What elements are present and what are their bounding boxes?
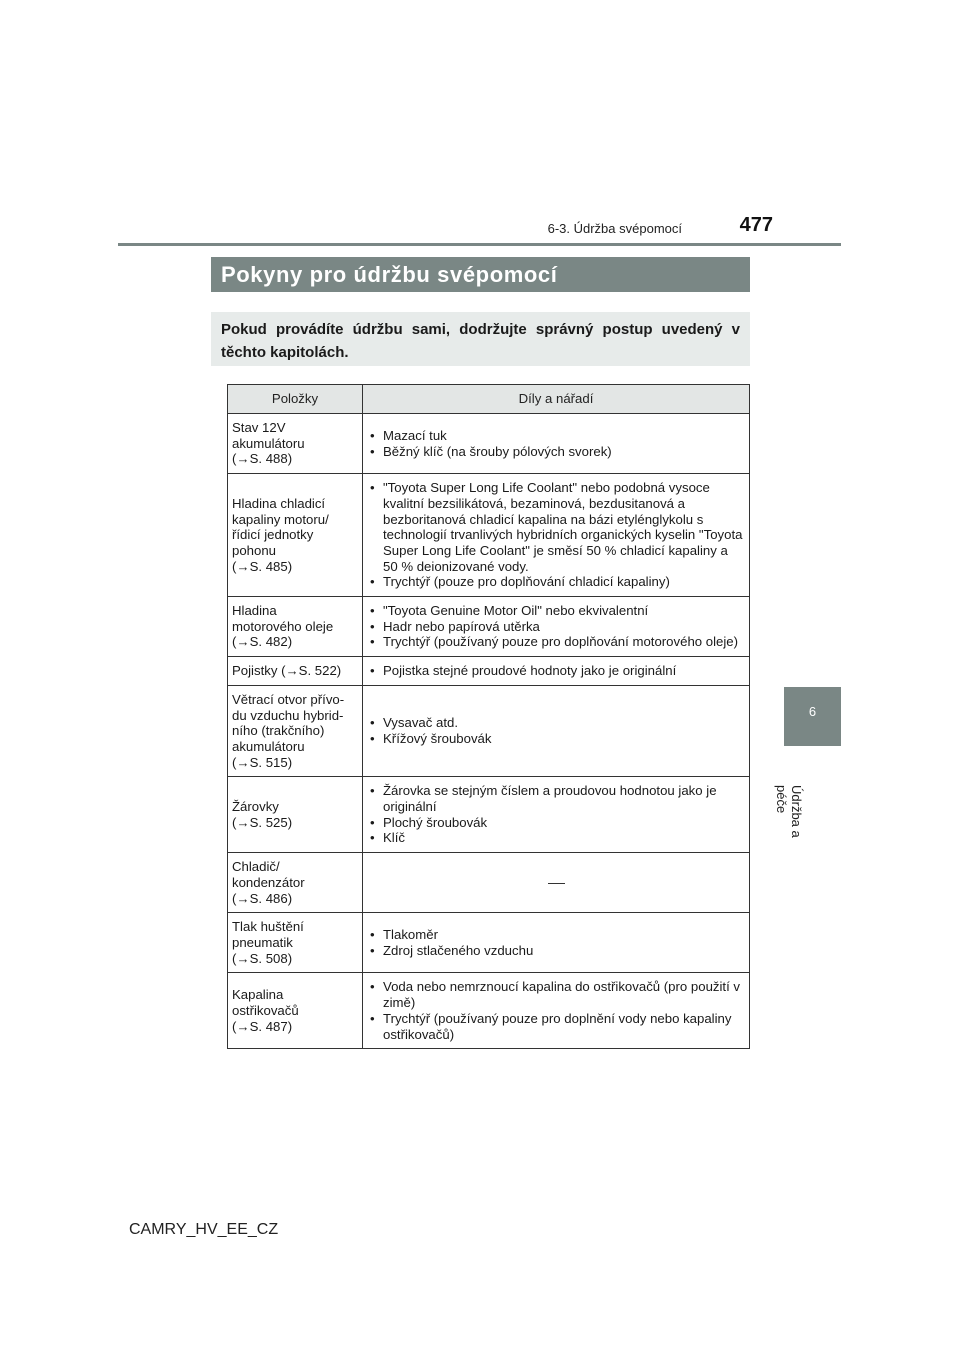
item-cell	[228, 474, 363, 597]
chapter-tab: 6	[784, 687, 841, 746]
tools-list	[367, 715, 745, 746]
table-row	[228, 414, 750, 474]
item-line: řídicí jednotky	[232, 527, 314, 543]
tools-cell	[363, 777, 750, 853]
item-line: Větrací otvor přívo-	[232, 691, 345, 707]
tool-item: • Plochý šroubovák	[367, 815, 745, 831]
tool-item: • Křížový šroubovák	[367, 731, 745, 747]
tools-list	[367, 603, 745, 650]
table-row	[228, 913, 750, 973]
table-row	[228, 474, 750, 597]
tools-cell	[363, 657, 750, 686]
item-line: pohonu	[232, 542, 277, 558]
item-cell	[228, 414, 363, 474]
empty-dash	[548, 883, 565, 884]
tools-list	[367, 979, 745, 1042]
intro-box: Pokud provádíte údržbu sami, dodržujte správný postup uvedený v těchto kapitolách.	[211, 312, 750, 366]
tools-cell	[363, 973, 750, 1049]
item-cell	[228, 657, 363, 686]
document-code: CAMRY_HV_EE_CZ	[129, 1221, 279, 1238]
tool-item: • Tlakoměr	[367, 927, 745, 943]
chapter-title: Údržba a péče	[774, 785, 804, 838]
header-divider	[118, 243, 841, 246]
tool-item: • Trychtýř (pouze pro doplňování chladicí kapaliny)	[367, 574, 745, 590]
item-line: (→S. 487)	[232, 1018, 293, 1034]
item-line: pneumatik	[232, 934, 293, 950]
item-line: (→S. 525)	[232, 814, 293, 830]
tools-list	[367, 663, 745, 679]
table-row	[228, 973, 750, 1049]
table-body	[228, 414, 750, 1049]
item-line: (→S. 488)	[232, 451, 293, 467]
item-cell	[228, 973, 363, 1049]
tool-item: • Vysavač atd.	[367, 715, 745, 731]
item-cell	[228, 913, 363, 973]
column-header-items: Položky	[228, 385, 363, 414]
item-cell	[228, 685, 363, 777]
page-title-bar	[211, 257, 750, 292]
item-line: motorového oleje	[232, 618, 334, 634]
item-cell	[228, 777, 363, 853]
tool-item: • Klíč	[367, 830, 745, 846]
tool-item: • Běžný klíč (na šrouby pólových svorek)	[367, 444, 745, 460]
item-line: Žárovky	[232, 799, 279, 815]
tool-item: • Žárovka se stejným číslem a proudovou hodnotou jako je originální	[367, 783, 745, 814]
item-line: ního (trakčního)	[232, 723, 325, 739]
item-line: Hladina chladicí	[232, 495, 326, 511]
item-line: (→S. 485)	[232, 558, 293, 574]
item-line: Pojistky (→S. 522)	[232, 663, 342, 679]
item-line: akumulátoru	[232, 435, 305, 451]
item-line: Chladič/	[232, 859, 280, 875]
page-number: 477	[739, 214, 773, 236]
item-cell	[228, 597, 363, 657]
tool-item: • Trychtýř (používaný pouze pro doplnění vody nebo kapaliny ostřikovačů)	[367, 1011, 745, 1042]
item-line: Hladina	[232, 603, 277, 619]
item-line: ostřikovačů	[232, 1002, 299, 1018]
table-row	[228, 657, 750, 686]
section-header: 6-3. Údržba svépomocí	[547, 221, 682, 236]
item-line: Tlak huštění	[232, 919, 304, 935]
tool-item: • Voda nebo nemrznoucí kapalina do ostřikovačů (pro použití v zimě)	[367, 979, 745, 1010]
column-header-parts: Díly a nářadí	[363, 385, 750, 414]
page-title: Pokyny pro údržbu svépomocí	[221, 262, 558, 287]
tools-list	[367, 428, 745, 459]
item-line: (→S. 486)	[232, 890, 293, 906]
tools-cell	[363, 597, 750, 657]
table-row	[228, 777, 750, 853]
tool-item: • Zdroj stlačeného vzduchu	[367, 943, 745, 959]
parts-table	[227, 384, 750, 1049]
item-line: kapaliny motoru/	[232, 511, 329, 527]
tool-item: • Mazací tuk	[367, 428, 745, 444]
item-line: Stav 12V	[232, 420, 286, 435]
tool-item: • Trychtýř (používaný pouze pro doplňování motorového oleje)	[367, 634, 745, 650]
table-row	[228, 853, 750, 913]
item-line: (→S. 482)	[232, 634, 293, 650]
tools-cell	[363, 414, 750, 474]
item-cell	[228, 853, 363, 913]
tools-cell	[363, 685, 750, 777]
tool-item: • Hadr nebo papírová utěrka	[367, 619, 745, 635]
table-row	[228, 685, 750, 777]
tools-list	[367, 927, 745, 958]
tool-item: • "Toyota Super Long Life Coolant" nebo podobná vysoce kvalitní bezsilikátová, bezaminová, bezdusitanová a bezboritanová chladicí kapalina na bázi etylénglykolu s technologií trvanlivých hybridních organických kyselin "Toyota Super Long Life Coolant" je směsí 50 % chladicí kapaliny a 50 % deionizované vody.	[367, 480, 745, 574]
tools-list	[367, 480, 745, 590]
item-line: Kapalina	[232, 987, 284, 1003]
item-line: kondenzátor	[232, 874, 305, 890]
tool-item: • "Toyota Genuine Motor Oil" nebo ekvivalentní	[367, 603, 745, 619]
item-line: (→S. 508)	[232, 950, 293, 966]
table-row	[228, 597, 750, 657]
tool-item: • Pojistka stejné proudové hodnoty jako je originální	[367, 663, 745, 679]
tools-cell	[363, 913, 750, 973]
item-line: (→S. 515)	[232, 754, 293, 770]
tools-cell	[363, 474, 750, 597]
table-header-row	[228, 385, 750, 414]
item-line: akumulátoru	[232, 738, 305, 754]
item-line: du vzduchu hybrid-	[232, 707, 344, 723]
tools-cell	[363, 853, 750, 913]
tools-list	[367, 783, 745, 846]
